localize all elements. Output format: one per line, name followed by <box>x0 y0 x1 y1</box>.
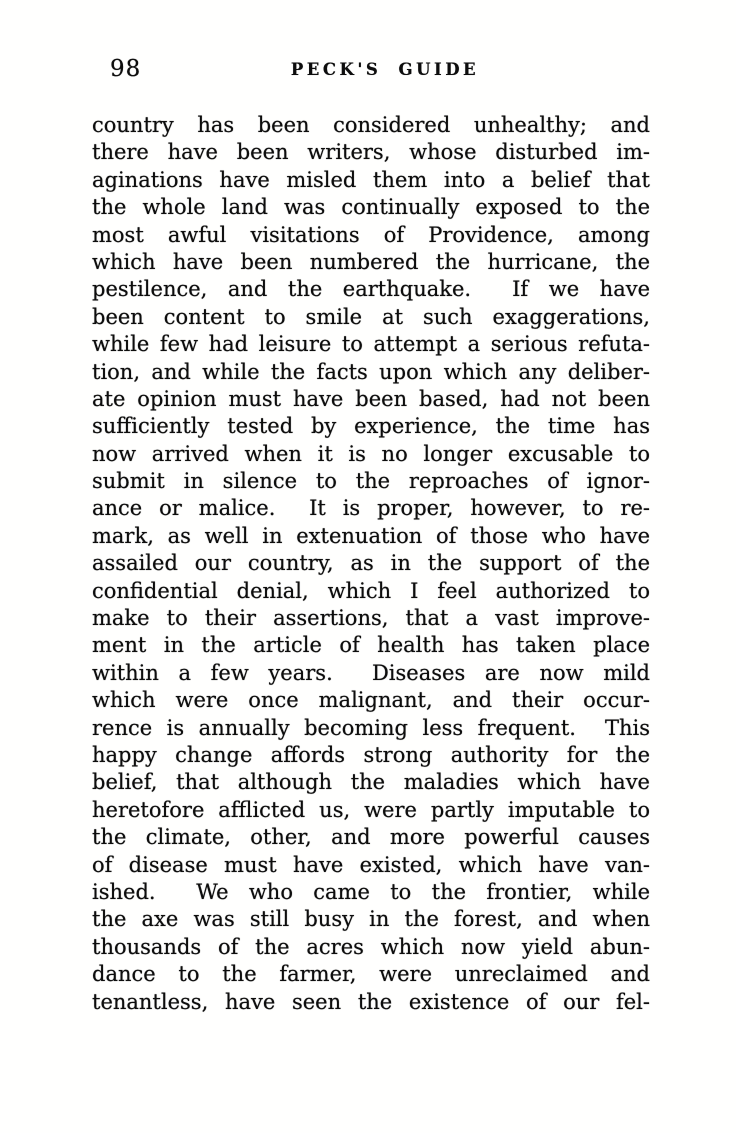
text-line: country has been considered unhealthy; and <box>92 113 650 137</box>
text-line: happy change affords strong authority for the <box>92 742 650 767</box>
text-line: belief, that although the maladies which have <box>92 770 650 795</box>
text-line: tion, and while the facts upon which any deliber- <box>92 359 650 384</box>
text-line: submit in silence to the reproaches of ignor- <box>92 469 650 494</box>
text-line: the climate, other, and more powerful causes <box>92 825 650 850</box>
text-line: rence is annually becoming less frequent. This <box>92 715 650 740</box>
text-line: tenantless, have seen the existence of our fel- <box>92 989 650 1014</box>
text-line: there have been writers, whose disturbed im- <box>92 140 650 165</box>
text-line: been content to smile at such exaggerations, <box>92 304 650 329</box>
text-line: thousands of the acres which now yield abun- <box>92 934 650 959</box>
text-line: the whole land was continually exposed to the <box>92 195 650 220</box>
text-line: ished. We who came to the frontier, while <box>92 879 650 904</box>
text-line: which were once malignant, and their occur- <box>92 688 650 713</box>
body-text <box>92 112 650 1016</box>
text-line: now arrived when it is no longer excusable to <box>92 441 650 466</box>
text-line: within a few years. Diseases are now mild <box>92 660 650 685</box>
text-line: pestilence, and the earthquake. If we have <box>92 277 650 302</box>
text-line: mark, as well in extenuation of those who have <box>92 523 650 548</box>
text-line: sufficiently tested by experience, the time has <box>92 414 650 439</box>
text-line: while few had leisure to attempt a serious refuta- <box>92 332 650 357</box>
text-line: which have been numbered the hurricane, the <box>92 249 650 274</box>
text-line: heretofore afflicted us, were partly imputable to <box>92 797 650 822</box>
text-line: confidential denial, which I feel authorized to <box>92 578 650 603</box>
text-line: most awful visitations of Providence, among <box>92 222 650 247</box>
text-line: assailed our country, as in the support of the <box>92 551 650 576</box>
running-title: PECK'S GUIDE <box>290 60 480 79</box>
text-line: make to their assertions, that a vast improve- <box>92 606 650 631</box>
page-number: 98 <box>110 56 142 82</box>
text-line: ance or malice. It is proper, however, to re- <box>92 496 650 521</box>
text-line: of disease must have existed, which have van- <box>92 852 650 877</box>
text-line: ment in the article of health has taken place <box>92 633 650 658</box>
text-line: the axe was still busy in the forest, and when <box>92 907 650 932</box>
text-line: aginations have misled them into a belief that <box>92 167 650 192</box>
page-header <box>0 0 736 100</box>
text-line: dance to the farmer, were unreclaimed and <box>92 962 650 987</box>
text-line: ate opinion must have been based, had not been <box>92 386 650 411</box>
